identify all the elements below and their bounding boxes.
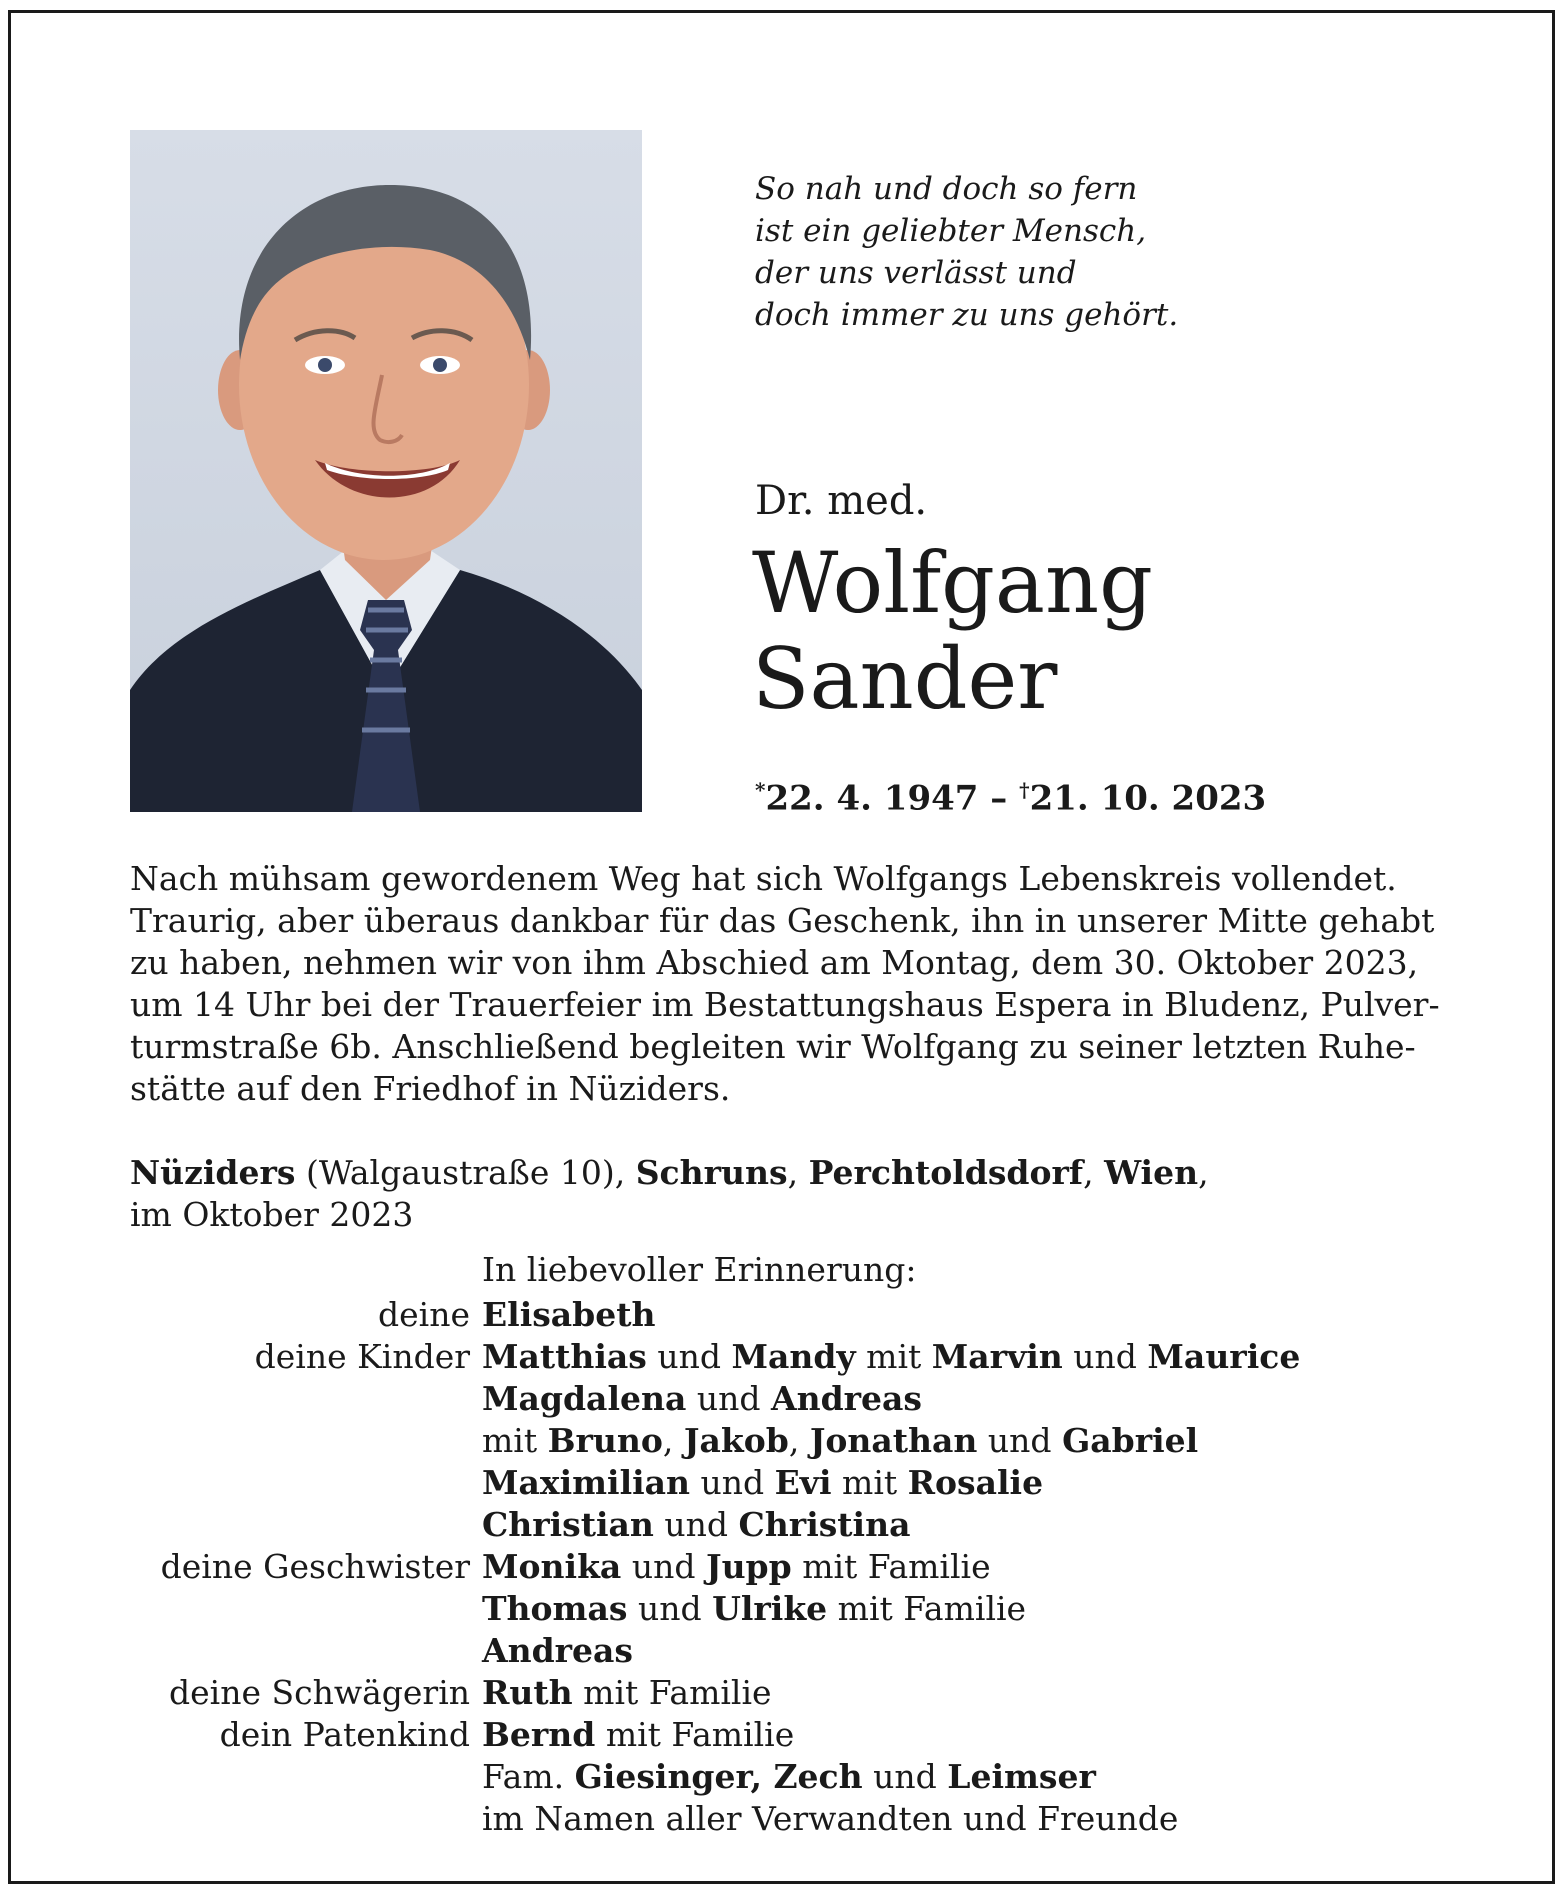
portrait-illustration xyxy=(130,130,642,812)
mourner-row xyxy=(130,1420,1300,1462)
connector-text: , xyxy=(788,1421,810,1460)
name-text: Leimser xyxy=(947,1757,1096,1796)
name-text: Matthias xyxy=(482,1337,647,1376)
name-text: Thomas xyxy=(482,1589,628,1628)
connector-text: und xyxy=(621,1547,706,1586)
mourners-list xyxy=(130,1294,1300,1840)
relation-label xyxy=(130,1420,482,1462)
death-date: 21. 10. 2023 xyxy=(1029,778,1267,819)
relation-label: deine Schwägerin xyxy=(169,1673,470,1712)
deceased-name xyxy=(752,535,1153,727)
connector-text: , xyxy=(662,1421,684,1460)
mourner-names xyxy=(482,1756,1300,1798)
name-text: Elisabeth xyxy=(482,1295,656,1334)
mourner-row xyxy=(130,1672,1300,1714)
name-text: Gabriel xyxy=(1062,1421,1199,1460)
name-text: Schruns xyxy=(635,1153,788,1192)
relation-label xyxy=(130,1462,482,1504)
name-text: Maurice xyxy=(1147,1337,1301,1376)
relation-label xyxy=(130,1504,482,1546)
name-text: Andreas xyxy=(770,1379,922,1418)
memory-heading: In liebevoller Erinnerung: xyxy=(482,1250,917,1289)
quote-line: ist ein geliebter Mensch, xyxy=(755,213,1147,249)
connector-text: mit Familie xyxy=(572,1673,772,1712)
last-name: Sander xyxy=(752,630,1058,728)
relation-label: dein Patenkind xyxy=(219,1715,470,1754)
connector-text: und xyxy=(1062,1337,1148,1376)
name-text: Evi xyxy=(774,1463,832,1502)
connector-text: und xyxy=(653,1505,739,1544)
mourner-row xyxy=(130,1630,1300,1672)
quote-line: der uns verlässt und xyxy=(755,255,1077,291)
mourner-row xyxy=(130,1714,1300,1756)
mourner-names xyxy=(482,1672,1300,1714)
relation-label: deine Kinder xyxy=(254,1337,470,1376)
name-text: Wien xyxy=(1104,1153,1199,1192)
connector-text: und xyxy=(690,1463,775,1502)
mourner-names xyxy=(482,1504,1300,1546)
connector-text: mit xyxy=(831,1463,908,1502)
relation-label: deine Geschwister xyxy=(160,1547,470,1586)
connector-text: , xyxy=(1083,1153,1105,1192)
relation-label xyxy=(130,1378,482,1420)
mourner-names xyxy=(482,1294,1300,1336)
mourner-names xyxy=(482,1546,1300,1588)
mourner-row xyxy=(130,1504,1300,1546)
academic-title: Dr. med. xyxy=(755,478,928,524)
mourner-names xyxy=(482,1420,1300,1462)
announcement-text xyxy=(130,858,1440,1110)
connector-text: mit xyxy=(482,1421,548,1460)
death-symbol: † xyxy=(1019,778,1030,802)
text-line: turmstraße 6b. Anschließend begleiten wir Wolfgang zu seiner letzten Ruhe- xyxy=(130,1027,1416,1066)
connector-text: , xyxy=(1198,1153,1209,1192)
name-text: Bruno xyxy=(547,1421,663,1460)
date-separator: – xyxy=(978,778,1020,819)
life-dates xyxy=(755,778,1266,818)
relation-label xyxy=(130,1588,482,1630)
quote xyxy=(755,168,1178,336)
connector-text: , xyxy=(787,1153,809,1192)
name-text: Magdalena xyxy=(482,1379,687,1418)
name-text: Christian xyxy=(482,1505,654,1544)
name-text: Andreas xyxy=(482,1631,634,1670)
name-text: Rosalie xyxy=(907,1463,1044,1502)
quote-line: doch immer zu uns gehört. xyxy=(755,297,1179,333)
name-text: Jupp xyxy=(705,1547,792,1586)
relation-label xyxy=(130,1756,482,1798)
mourner-names xyxy=(482,1588,1300,1630)
place-and-date xyxy=(130,1152,1209,1236)
mourner-row xyxy=(130,1336,1300,1378)
mourner-names xyxy=(482,1378,1300,1420)
name-text: Maximilian xyxy=(482,1463,691,1502)
mourner-row xyxy=(130,1798,1300,1840)
name-text: Mandy xyxy=(731,1337,856,1376)
connector-text: mit xyxy=(855,1337,932,1376)
name-text: Jakob xyxy=(683,1421,789,1460)
quote-line: So nah und doch so fern xyxy=(755,171,1138,207)
connector-text: mit Familie xyxy=(827,1589,1027,1628)
birth-date: 22. 4. 1947 xyxy=(765,778,979,819)
connector-text: (Walgaustraße 10), xyxy=(295,1153,636,1192)
mourner-names xyxy=(482,1462,1300,1504)
connector-text: Fam. xyxy=(482,1757,575,1796)
text-line: Nach mühsam gewordenem Weg hat sich Wolfgangs Lebenskreis vollendet. xyxy=(130,859,1397,898)
mourner-row xyxy=(130,1588,1300,1630)
portrait-photo xyxy=(130,130,642,812)
name-text: Ruth xyxy=(482,1673,573,1712)
mourner-row xyxy=(130,1546,1300,1588)
connector-text: mit Familie xyxy=(791,1547,991,1586)
relation-label: deine xyxy=(378,1295,470,1334)
text-line: um 14 Uhr bei der Trauerfeier im Bestattungshaus Espera in Bludenz, Pulver- xyxy=(130,985,1440,1024)
connector-text: und xyxy=(686,1379,771,1418)
relation-label xyxy=(130,1630,482,1672)
text-line: stätte auf den Friedhof in Nüziders. xyxy=(130,1069,731,1108)
birth-symbol: * xyxy=(755,778,766,802)
name-text: Giesinger, Zech xyxy=(574,1757,863,1796)
name-text: Monika xyxy=(482,1547,622,1586)
name-text: Ulrike xyxy=(712,1589,828,1628)
text-line: Traurig, aber überaus dankbar für das Geschenk, ihn in unserer Mitte gehabt xyxy=(130,901,1435,940)
connector-text: und xyxy=(646,1337,732,1376)
relation-label xyxy=(130,1798,482,1840)
first-name: Wolfgang xyxy=(752,534,1153,632)
name-text: Nüziders xyxy=(130,1153,296,1192)
name-text: Jonathan xyxy=(809,1421,978,1460)
mourner-names xyxy=(482,1798,1300,1840)
mourner-row xyxy=(130,1462,1300,1504)
connector-text: mit Familie xyxy=(595,1715,795,1754)
name-text: Bernd xyxy=(482,1715,596,1754)
name-text: Marvin xyxy=(931,1337,1063,1376)
name-text: Perchtoldsdorf xyxy=(808,1153,1084,1192)
mourner-row xyxy=(130,1378,1300,1420)
connector-text: und xyxy=(862,1757,948,1796)
mourner-names xyxy=(482,1714,1300,1756)
connector-text: im Namen aller Verwandten und Freunde xyxy=(482,1799,1179,1838)
name-text: Christina xyxy=(738,1505,911,1544)
connector-text: und xyxy=(627,1589,713,1628)
mourner-names xyxy=(482,1336,1300,1378)
connector-text: und xyxy=(977,1421,1063,1460)
mourner-row xyxy=(130,1756,1300,1798)
month-line: im Oktober 2023 xyxy=(130,1195,414,1234)
text-line: zu haben, nehmen wir von ihm Abschied am Montag, dem 30. Oktober 2023, xyxy=(130,943,1419,982)
mourner-row xyxy=(130,1294,1300,1336)
mourner-names xyxy=(482,1630,1300,1672)
places-line xyxy=(130,1152,1209,1194)
